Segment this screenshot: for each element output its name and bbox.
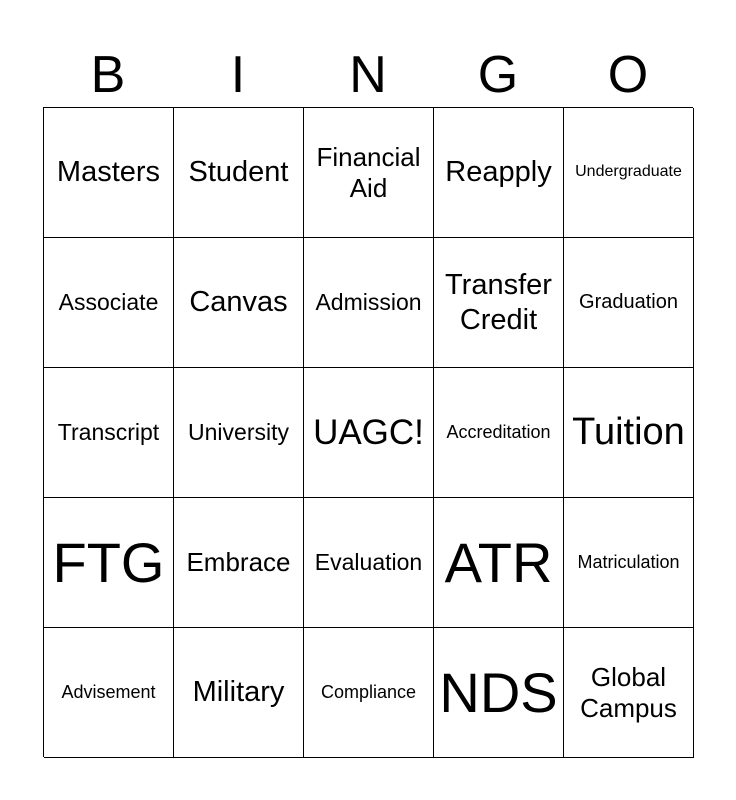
bingo-cell[interactable] (564, 368, 694, 498)
bingo-cell[interactable] (304, 498, 434, 628)
bingo-cell[interactable] (564, 108, 694, 238)
cell-label: UAGC! (313, 412, 424, 452)
bingo-cell[interactable] (434, 628, 564, 758)
cell-label: Matriculation (577, 551, 680, 572)
bingo-cell[interactable] (564, 238, 694, 368)
bingo-cell[interactable] (434, 498, 564, 628)
cell-label: Advisement (61, 681, 156, 702)
bingo-cell[interactable] (174, 628, 304, 758)
cell-label: Tuition (572, 411, 685, 454)
bingo-cell[interactable] (304, 108, 434, 238)
bingo-cell[interactable] (44, 238, 174, 368)
cell-label: Graduation (579, 290, 678, 313)
bingo-cell[interactable] (44, 498, 174, 628)
header-letter-g: G (477, 46, 519, 104)
bingo-cell[interactable] (174, 108, 304, 238)
bingo-cell[interactable] (174, 368, 304, 498)
cell-label: Compliance (320, 681, 417, 702)
cell-label: Global Campus (580, 661, 677, 723)
cell-label: Transcript (57, 418, 160, 445)
header-letter-o: O (607, 46, 649, 104)
cell-label: Embrace (186, 547, 291, 578)
cell-label: ATR (444, 530, 553, 594)
cell-label: Financial Aid (316, 141, 421, 203)
cell-label: Admission (315, 288, 422, 315)
bingo-cell[interactable] (44, 368, 174, 498)
bingo-cell[interactable] (44, 108, 174, 238)
bingo-cell[interactable] (174, 238, 304, 368)
cell-label: Reapply (445, 156, 552, 189)
cell-label: FTG (52, 530, 165, 594)
cell-label: Masters (56, 156, 161, 189)
cell-label: University (188, 418, 289, 445)
bingo-cell[interactable] (304, 368, 434, 498)
cell-label: Accreditation (446, 421, 551, 442)
cell-label: Canvas (189, 286, 288, 319)
cell-label: Military (192, 676, 285, 709)
cell-label: Transfer Credit (445, 269, 552, 336)
bingo-cell[interactable] (564, 628, 694, 758)
cell-label: Student (188, 156, 289, 189)
cell-label: Associate (58, 288, 159, 315)
bingo-cell[interactable] (304, 238, 434, 368)
cell-label: NDS (439, 660, 558, 724)
cell-label: Undergraduate (575, 163, 682, 181)
header-letter-n: N (349, 46, 387, 104)
bingo-cell[interactable] (44, 628, 174, 758)
bingo-header (43, 44, 693, 106)
header-letter-b: B (90, 46, 126, 104)
bingo-grid (43, 107, 693, 757)
bingo-cell[interactable] (564, 498, 694, 628)
cell-label: Evaluation (314, 548, 423, 575)
bingo-cell[interactable] (304, 628, 434, 758)
bingo-cell[interactable] (434, 238, 564, 368)
header-letter-i: I (230, 46, 246, 104)
bingo-cell[interactable] (434, 108, 564, 238)
bingo-cell[interactable] (434, 368, 564, 498)
bingo-cell[interactable] (174, 498, 304, 628)
